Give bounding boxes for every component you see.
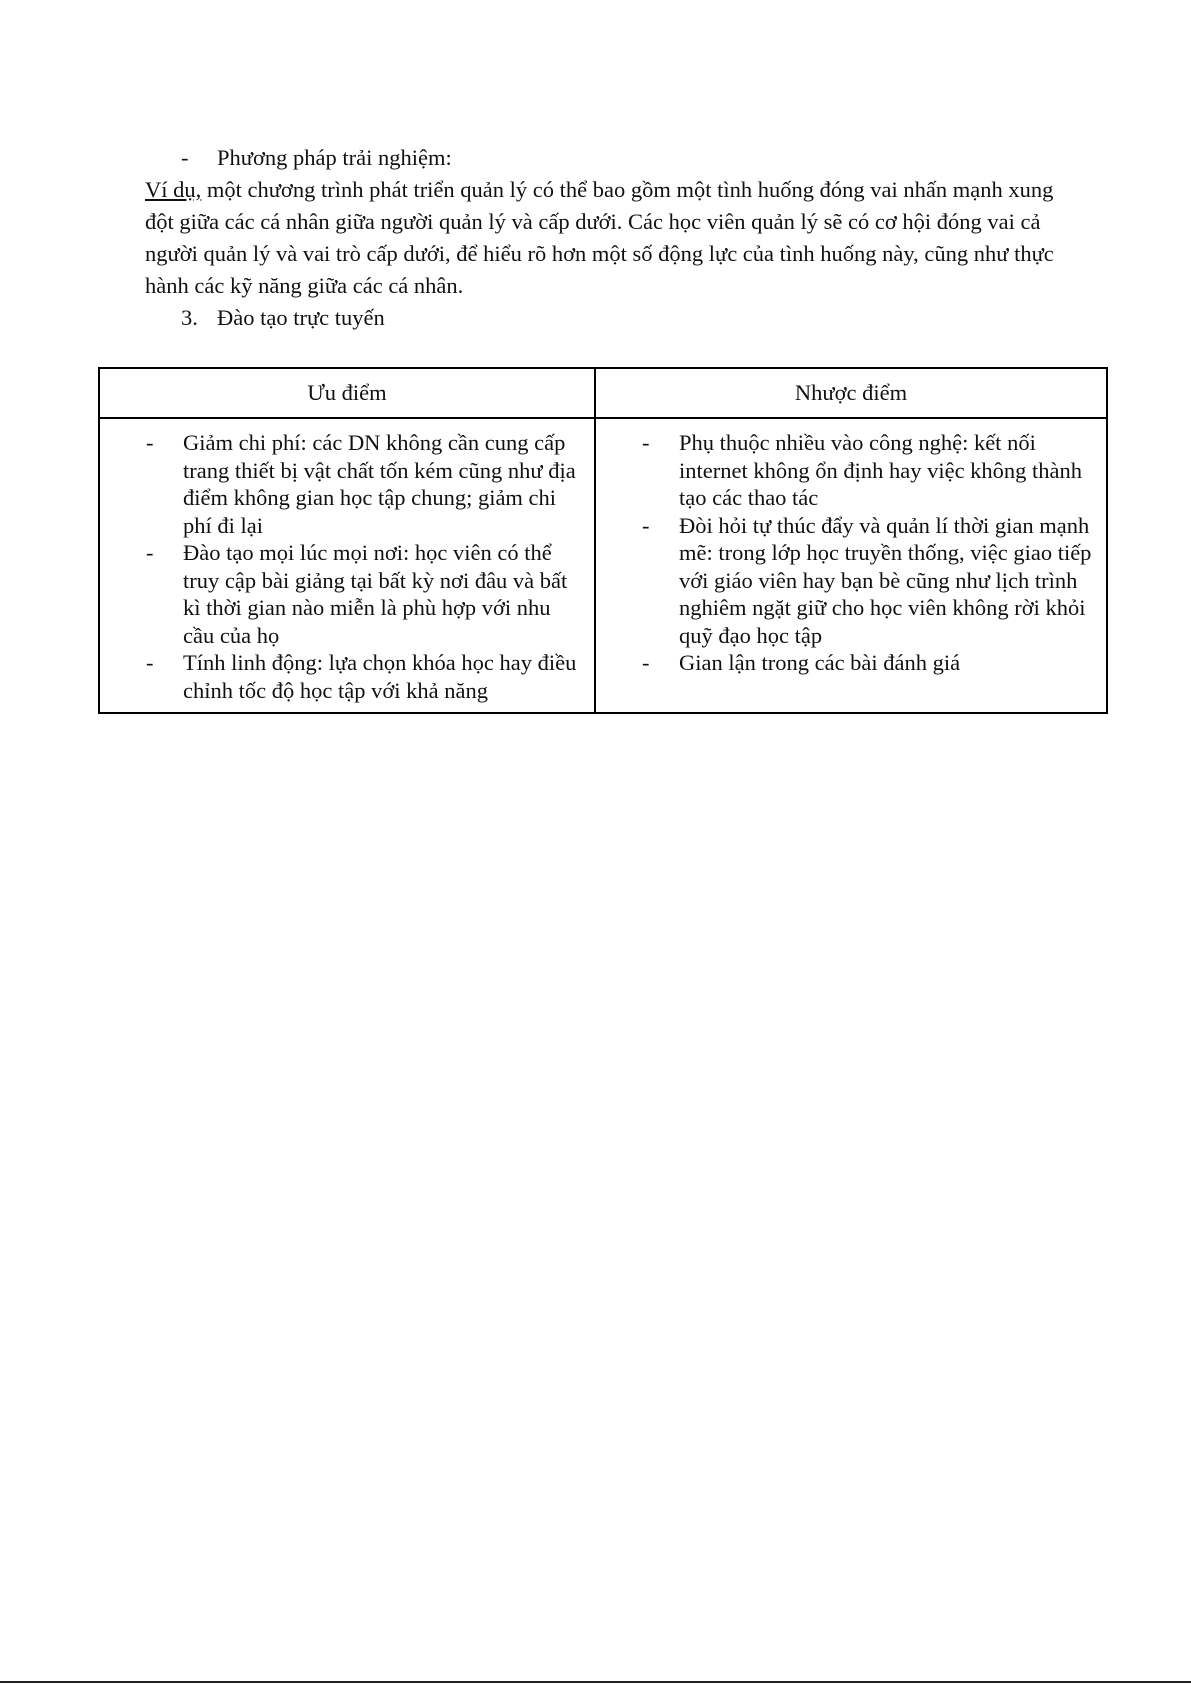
list-item: [100, 649, 580, 704]
list-item: [596, 429, 1092, 512]
list-item: [596, 512, 1092, 650]
disadvantages-cell: [595, 418, 1107, 713]
disadvantage-text: Gian lận trong các bài đánh giá: [679, 650, 961, 675]
table-header-row: [99, 368, 1107, 418]
list-item: [100, 429, 580, 539]
example-label: Ví dụ,: [145, 177, 202, 202]
example-paragraph: [145, 174, 1065, 302]
advantage-text: Giảm chi phí: các DN không cần cung cấp trang thiết bị vật chất tốn kém cũng như địa điểm không gian học tập chung; giảm chi phí đi lại: [183, 430, 576, 538]
advantage-text: Đào tạo mọi lúc mọi nơi: học viên có thể truy cập bài giảng tại bất kỳ nơi đâu và bất kì thời gian nào miễn là phù hợp với nhu cầu của họ: [183, 540, 568, 648]
bullet-heading-text: Phương pháp trải nghiệm:: [217, 145, 452, 170]
list-marker: -: [146, 430, 154, 455]
advantages-header: Ưu điểm: [99, 368, 595, 418]
disadvantages-header: Nhược điểm: [595, 368, 1107, 418]
list-item: [100, 539, 580, 649]
example-text: một chương trình phát triển quản lý có thể bao gồm một tình huống đóng vai nhấn mạnh xung đột giữa các cá nhân giữa người quản lý và cấp dưới. Các học viên quản lý sẽ có cơ hội đóng vai cả người quản lý và vai trò cấp dưới, để hiểu rõ hơn một số động lực của tình huống này, cũng như thực hành các kỹ năng giữa các cá nhân.: [145, 177, 1054, 298]
list-marker: -: [642, 650, 650, 675]
disadvantages-list: [596, 429, 1092, 677]
numbered-heading: [181, 302, 385, 334]
advantage-text: Tính linh động: lựa chọn khóa học hay điều chỉnh tốc độ học tập với khả năng: [183, 650, 577, 703]
list-marker: -: [146, 540, 154, 565]
pros-cons-table: [98, 367, 1108, 714]
table-row: [99, 418, 1107, 713]
disadvantage-text: Đòi hỏi tự thúc đẩy và quản lí thời gian mạnh mẽ: trong lớp học truyền thống, việc giao tiếp với giáo viên hay bạn bè cũng như lịch trình nghiêm ngặt giữ cho học viên không rời khỏi quỹ đạo học tập: [679, 512, 1092, 648]
bullet-marker: -: [181, 145, 189, 170]
list-marker: -: [642, 430, 650, 455]
disadvantage-text: Phụ thuộc nhiều vào công nghệ: kết nối internet không ổn định hay việc không thành tạo các thao tác: [679, 430, 1083, 510]
bullet-heading: [181, 142, 452, 174]
numbered-heading-text: Đào tạo trực tuyến: [217, 305, 385, 330]
page-bottom-rule: [0, 1681, 1191, 1683]
list-marker: -: [642, 512, 650, 538]
numbered-marker: 3.: [181, 305, 198, 330]
list-item: [596, 649, 1092, 677]
advantages-cell: [99, 418, 595, 713]
advantages-list: [100, 429, 580, 704]
list-marker: -: [146, 650, 154, 675]
